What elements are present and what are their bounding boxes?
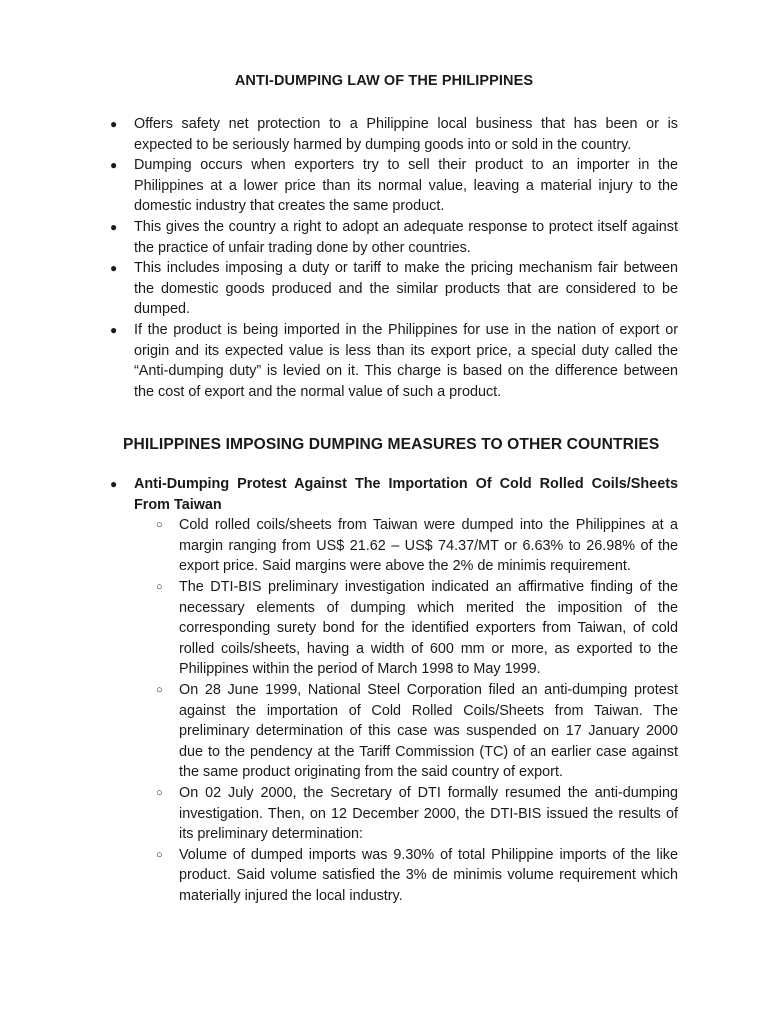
list-item: [110, 155, 678, 217]
bullet-icon: ●: [110, 219, 118, 234]
hollow-bullet-icon: ○: [156, 786, 163, 799]
bullet-icon: ●: [110, 158, 118, 173]
hollow-bullet-icon: ○: [156, 848, 163, 861]
bullet-icon: ●: [110, 261, 118, 276]
sublist-item-text: Cold rolled coils/sheets from Taiwan were dumped into the Philippines at a margin ranging from US$ 21.62 – US$ 74.37/MT or 6.63% to 26.98% of the export price. Said margins were above the 2% de minimis requirement.: [179, 517, 678, 575]
section-title-anti-dumping-law: ANTI-DUMPING LAW OF THE PHILIPPINES: [234, 73, 534, 89]
list-item-text: Offers safety net protection to a Philippine local business that has been or is expected to be seriously harmed by dumping goods into or sold in the country.: [134, 116, 678, 153]
list-item-text: If the product is being imported in the Philippines for use in the nation of export or origin and its expected value is less than its export price, a special duty called the “Anti-dumping duty” is levied on it. This charge is based on the difference between the cost of export and the normal value of such a product.: [134, 321, 678, 400]
sublist-item: [134, 680, 678, 783]
list-item: [110, 114, 678, 155]
sublist-item: [134, 783, 678, 845]
bullet-icon: ●: [110, 477, 118, 491]
sublist-item: [134, 845, 678, 907]
list-item-text: This gives the country a right to adopt an adequate response to protect itself against the practice of unfair trading done by other countries.: [134, 218, 678, 256]
sublist-item-text: The DTI-BIS preliminary investigation indicated an affirmative finding of the necessary elements of dumping which merited the imposition of the corresponding surety bond for the identified exporters from Taiwan, of cold rolled coils/sheets, having a width of 600 mm or more, as exported to the Philippines within the period of March 1998 to May 1999.: [179, 578, 678, 678]
sublist-item-text: On 28 June 1999, National Steel Corporation filed an anti-dumping protest against the importation of Cold Rolled Coils/Sheets from Taiwan. The preliminary determination of this case was suspended on 17 January 2000 due to the pendency at the Tariff Commission (TC) of an earlier case against the same product originating from the said country of export.: [179, 681, 678, 781]
bullet-icon: ●: [110, 322, 118, 337]
list-item: [110, 258, 678, 320]
case-heading: Anti-Dumping Protest Against The Importation Of Cold Rolled Coils/Sheets From Taiwan: [134, 476, 678, 513]
sublist-item-text: On 02 July 2000, the Secretary of DTI formally resumed the anti-dumping investigation. Then, on 12 December 2000, the DTI-BIS issued the results of its preliminary determination:: [179, 784, 678, 843]
hollow-bullet-icon: ○: [156, 683, 163, 696]
list-item-text: This includes imposing a duty or tariff to make the pricing mechanism fair between the domestic goods produced and the similar products that are considered to be dumped.: [134, 260, 678, 318]
hollow-bullet-icon: ○: [156, 580, 163, 593]
bullet-icon: ●: [110, 117, 118, 131]
case-details-sublist: [134, 515, 678, 906]
sublist-item: [134, 515, 678, 577]
sublist-item-text: Volume of dumped imports was 9.30% of total Philippine imports of the like product. Said volume satisfied the 3% de minimis volume requirement which materially injured the local industry.: [179, 846, 678, 904]
list-item-text: Dumping occurs when exporters try to sell their product to an importer in the Philippines at a lower price than its normal value, leaving a material injury to the domestic industry that creates the same product.: [134, 157, 678, 215]
section-title-dumping-measures: PHILIPPINES IMPOSING DUMPING MEASURES TO OTHER COUNTRIES: [123, 436, 660, 453]
sublist-item: [134, 577, 678, 680]
list-item: [110, 320, 678, 402]
dumping-measures-list: [110, 474, 678, 906]
hollow-bullet-icon: ○: [156, 519, 163, 532]
anti-dumping-law-bullet-list: [110, 114, 678, 402]
list-item: [110, 217, 678, 258]
list-item: [110, 474, 678, 906]
